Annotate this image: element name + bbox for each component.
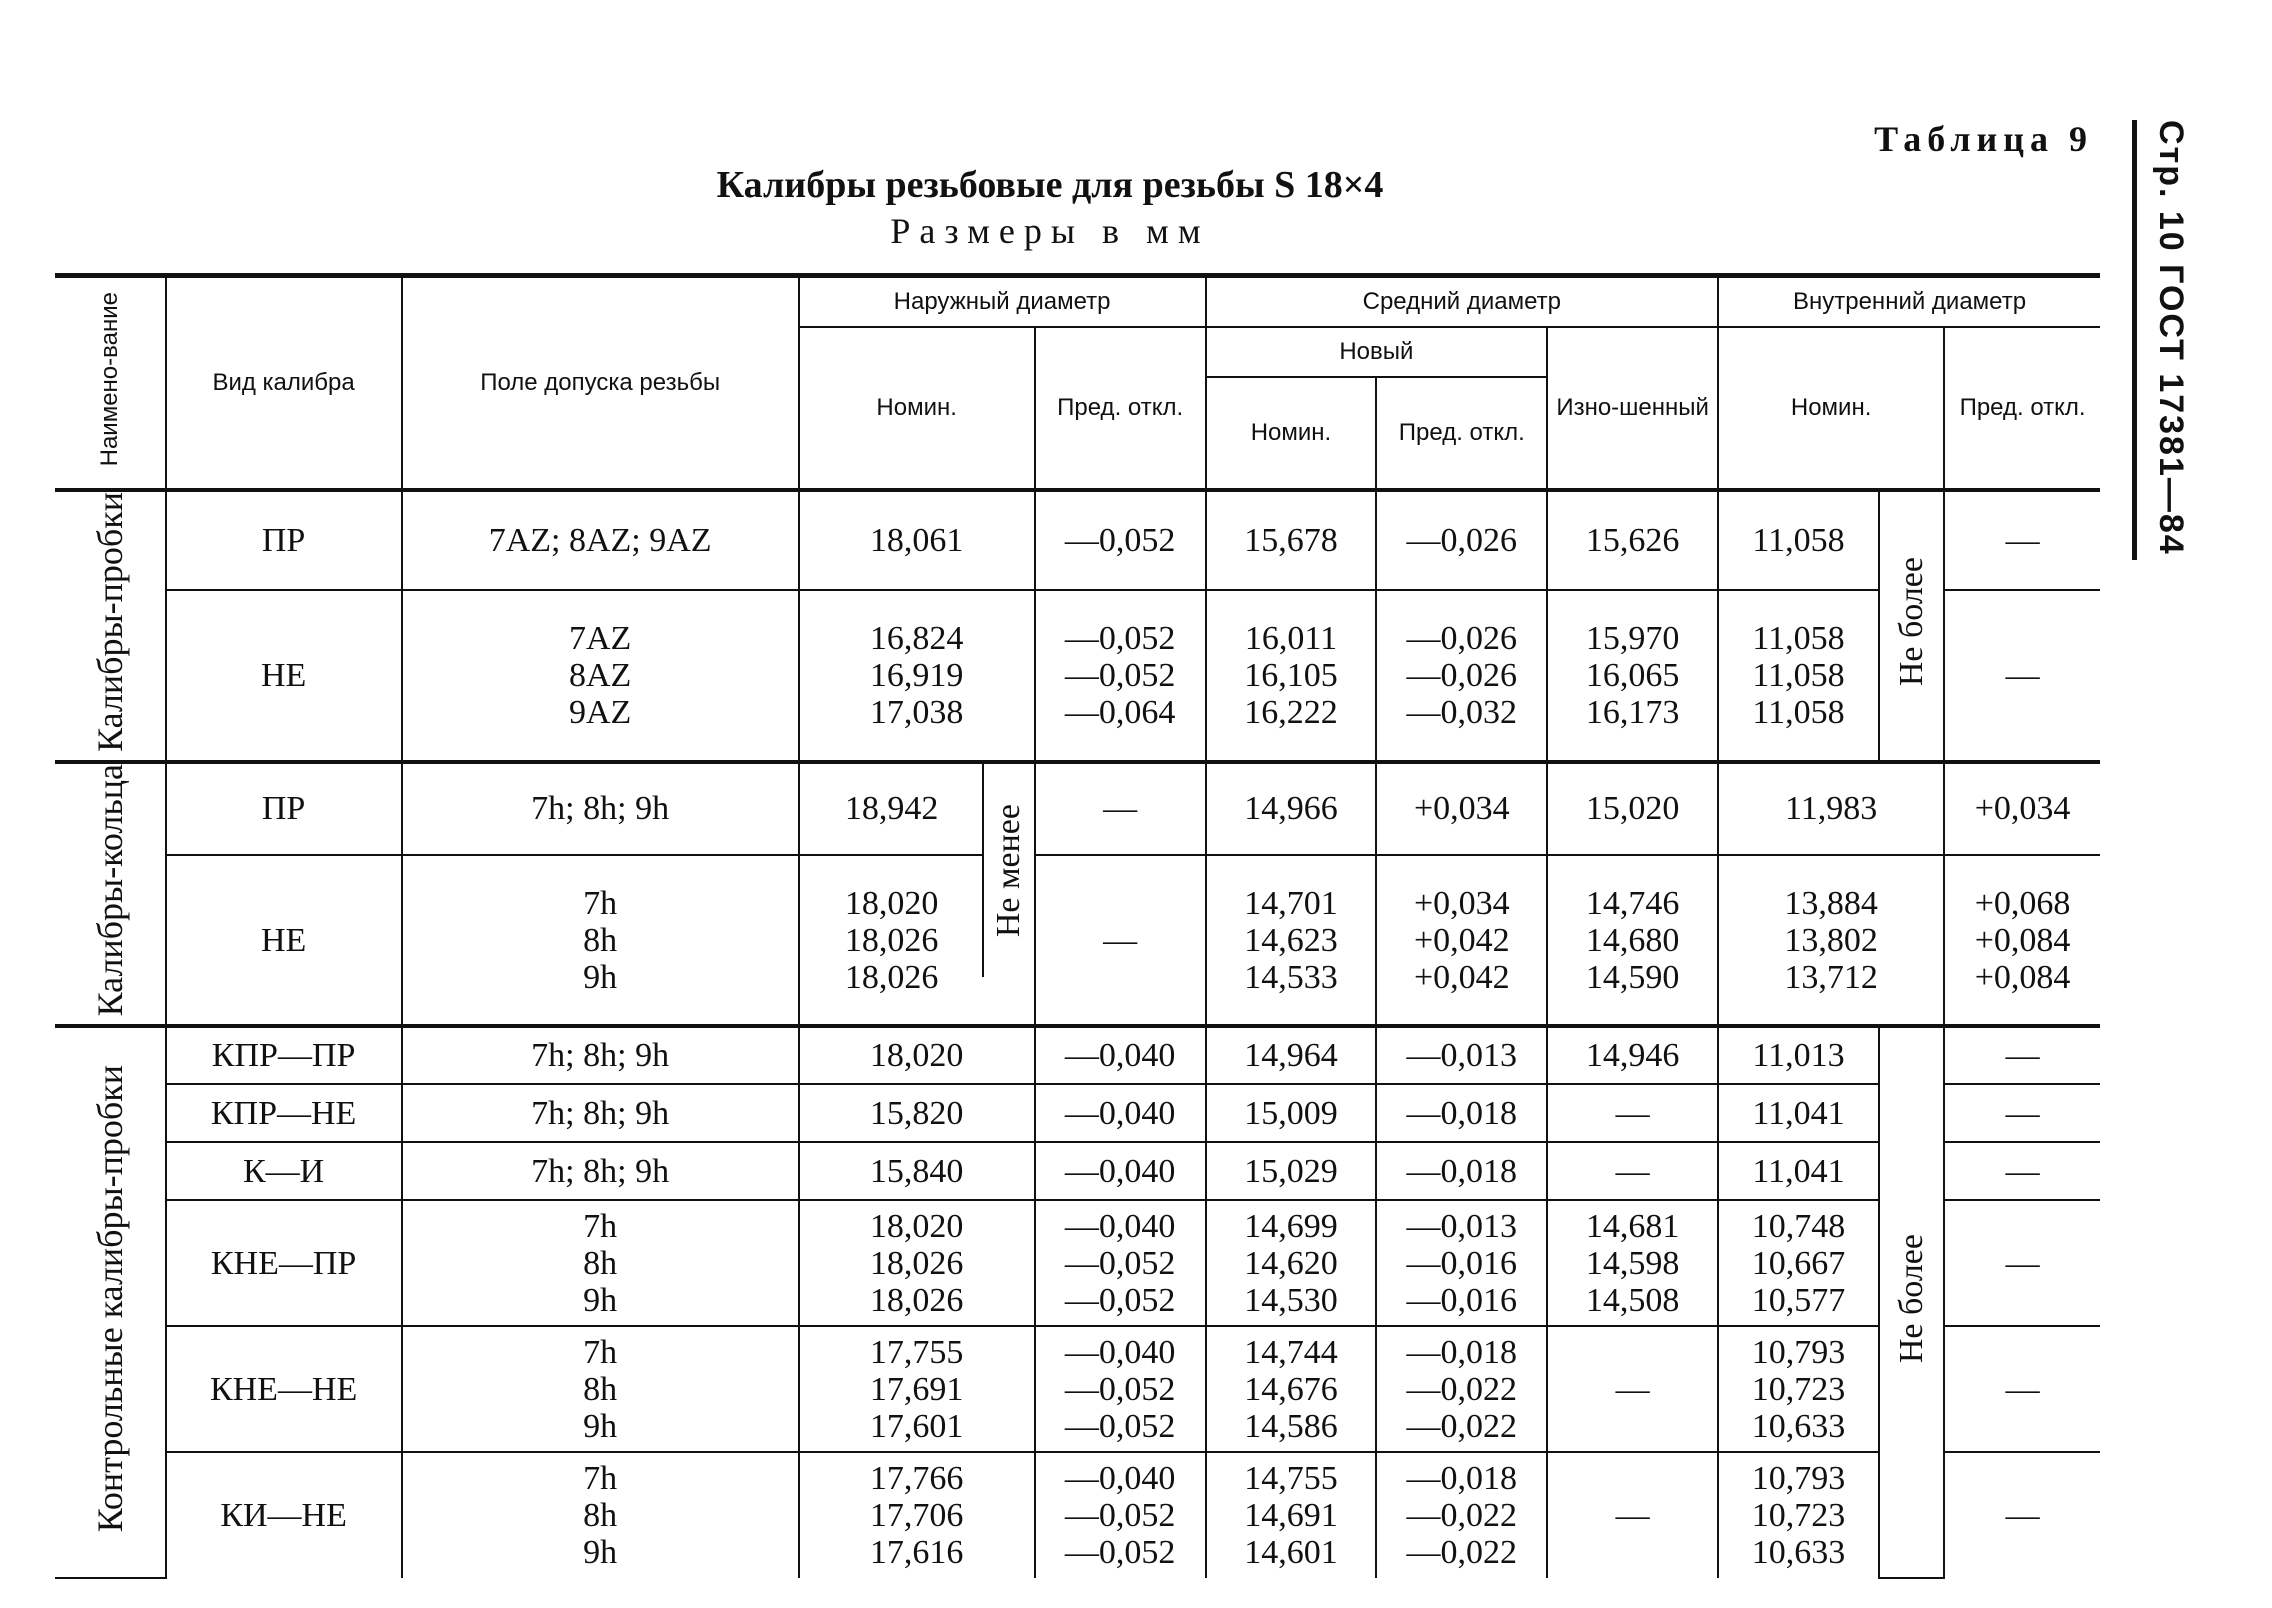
outer-nom-value: 17,755 17,691 17,601 [799, 1326, 1035, 1452]
gauge-kind: КНЕ—ПР [166, 1200, 402, 1326]
table-subtitle: Размеры в мм [890, 211, 1210, 251]
worn-value: 15,970 16,065 16,173 [1547, 590, 1718, 761]
outer-dev-value: —0,052 [1035, 490, 1206, 590]
worn-value: — [1547, 1452, 1718, 1578]
tolerance-field: 7h 8h 9h [402, 855, 799, 1026]
worn-value: 14,746 14,680 14,590 [1547, 855, 1718, 1026]
worn-value: 15,020 [1547, 762, 1718, 855]
header-inner-nom: Номин. [1718, 327, 1944, 490]
gauge-kind: ПР [166, 762, 402, 855]
gauge-kind: КИ—НЕ [166, 1452, 402, 1578]
group-name-cell [55, 1026, 166, 1578]
header-tolerance: Поле допуска резьбы [402, 276, 799, 491]
outer-dev-value: — [1035, 855, 1206, 1026]
inner-nom-value: 11,058 [1718, 490, 1879, 590]
mid-dev-value: +0,034 [1376, 762, 1547, 855]
inner-dev-value: +0,034 [1944, 762, 2100, 855]
mid-nom-value: 14,744 14,676 14,586 [1206, 1326, 1377, 1452]
table-row [55, 762, 2100, 855]
inner-nom-value: 10,793 10,723 10,633 [1718, 1326, 1879, 1452]
header-inner-dev: Пред. откл. [1944, 327, 2100, 490]
gauge-kind: НЕ [166, 590, 402, 761]
table-row [55, 1326, 2100, 1452]
gauge-kind: КНЕ—НЕ [166, 1326, 402, 1452]
outer-nom-value: 17,766 17,706 17,616 [799, 1452, 1035, 1578]
inner-no-more-note-control [1879, 1026, 1944, 1578]
header-mid-diameter: Средний диаметр [1206, 276, 1719, 328]
inner-dev-value: — [1944, 1142, 2100, 1200]
outer-nom-value: 18,061 [799, 490, 1035, 590]
outer-dev-value: —0,040 [1035, 1142, 1206, 1200]
worn-value: — [1547, 1142, 1718, 1200]
gauge-table [55, 273, 2100, 1579]
gauge-kind: К—И [166, 1142, 402, 1200]
group-name-cell [55, 490, 166, 762]
outer-nom-value: 18,020 18,026 18,026 [799, 1200, 1035, 1326]
gauge-kind: КПР—ПР [166, 1026, 402, 1084]
tolerance-field: 7h 8h 9h [402, 1200, 799, 1326]
header-inner-diameter: Внутренний диаметр [1718, 276, 2100, 328]
inner-dev-value: — [1944, 1026, 2100, 1084]
inner-nom-value: 10,793 10,723 10,633 [1718, 1452, 1879, 1578]
gauge-kind: НЕ [166, 855, 402, 1026]
outer-dev-value: —0,052 —0,052 —0,064 [1035, 590, 1206, 761]
table-body [55, 490, 2100, 1578]
worn-value: 14,681 14,598 14,508 [1547, 1200, 1718, 1326]
outer-dev-value: —0,040 —0,052 —0,052 [1035, 1200, 1206, 1326]
mid-dev-value: —0,013 [1376, 1026, 1547, 1084]
inner-no-more-note-plugs [1879, 490, 1944, 762]
group-name-cell [55, 762, 166, 1026]
outer-nom-value: 18,942 Не менее [799, 762, 1035, 855]
mid-dev-value: +0,034 +0,042 +0,042 [1376, 855, 1547, 1026]
worn-value: 15,626 [1547, 490, 1718, 590]
mid-dev-value: —0,018 [1376, 1084, 1547, 1142]
worn-value: — [1547, 1084, 1718, 1142]
tolerance-field: 7AZ 8AZ 9AZ [402, 590, 799, 761]
header-mid-dev: Пред. откл. [1376, 377, 1547, 490]
side-header-text: Стр. 10 ГОСТ 17381—84 [2152, 120, 2190, 556]
header-outer-dev: Пред. откл. [1035, 327, 1206, 490]
outer-dev-value: —0,040 —0,052 —0,052 [1035, 1452, 1206, 1578]
worn-value: 14,946 [1547, 1026, 1718, 1084]
outer-nom-value: 18,020 18,026 18,026 [799, 855, 1035, 1026]
mid-nom-value: 14,701 14,623 14,533 [1206, 855, 1377, 1026]
mid-nom-value: 15,678 [1206, 490, 1377, 590]
table-row [55, 1142, 2100, 1200]
note-text: Не менее [990, 803, 1028, 937]
mid-nom-value: 14,699 14,620 14,530 [1206, 1200, 1377, 1326]
inner-dev-value: — [1944, 1326, 2100, 1452]
mid-dev-value: —0,018 —0,022 —0,022 [1376, 1452, 1547, 1578]
outer-dev-value: —0,040 [1035, 1026, 1206, 1084]
mid-dev-value: —0,013 —0,016 —0,016 [1376, 1200, 1547, 1326]
inner-nom-value: 11,041 [1718, 1084, 1879, 1142]
table-row [55, 1200, 2100, 1326]
mid-dev-value: —0,018 —0,022 —0,022 [1376, 1326, 1547, 1452]
inner-nom-value: 11,041 [1718, 1142, 1879, 1200]
inner-nom-value: 11,983 [1718, 762, 1944, 855]
note-text: Не более [1893, 557, 1931, 687]
outer-nom-value: 15,840 [799, 1142, 1035, 1200]
gauge-kind: КПР—НЕ [166, 1084, 402, 1142]
mid-dev-value: —0,026 [1376, 490, 1547, 590]
header-name [55, 276, 166, 491]
inner-dev-value: — [1944, 590, 2100, 761]
mid-dev-value: —0,026 —0,026 —0,032 [1376, 590, 1547, 761]
table-number: Таблица 9 [1874, 119, 2093, 159]
table-row [55, 1084, 2100, 1142]
outer-nom-value: 15,820 [799, 1084, 1035, 1142]
inner-nom-value: 11,013 [1718, 1026, 1879, 1084]
inner-dev-value: — [1944, 1200, 2100, 1326]
note-text: Не более [1893, 1234, 1931, 1364]
group-name: Калибры-кольца [89, 763, 130, 1017]
table-row [55, 855, 2100, 1026]
mid-nom-value: 14,966 [1206, 762, 1377, 855]
table-row [55, 1026, 2100, 1084]
inner-nom-value: 10,748 10,667 10,577 [1718, 1200, 1879, 1326]
worn-value: — [1547, 1326, 1718, 1452]
header-mid-nom: Номин. [1206, 377, 1377, 490]
mid-nom-value: 16,011 16,105 16,222 [1206, 590, 1377, 761]
header-kind: Вид калибра [166, 276, 402, 491]
inner-dev-value: — [1944, 1452, 2100, 1578]
group-name: Контрольные калибры-пробки [89, 1065, 130, 1533]
outer-no-less-note-rings [982, 764, 1034, 977]
mid-dev-value: —0,018 [1376, 1142, 1547, 1200]
table-row [55, 1452, 2100, 1578]
mid-nom-value: 14,964 [1206, 1026, 1377, 1084]
inner-dev-value: — [1944, 1084, 2100, 1142]
tolerance-field: 7h 8h 9h [402, 1452, 799, 1578]
gauge-kind: ПР [166, 490, 402, 590]
header-worn: Изно-шенный [1547, 327, 1718, 490]
outer-dev-value: —0,040 —0,052 —0,052 [1035, 1326, 1206, 1452]
header-outer-diameter: Наружный диаметр [799, 276, 1206, 328]
tolerance-field: 7h 8h 9h [402, 1326, 799, 1452]
mid-nom-value: 15,029 [1206, 1142, 1377, 1200]
tolerance-field: 7h; 8h; 9h [402, 1142, 799, 1200]
tolerance-field: 7h; 8h; 9h [402, 1026, 799, 1084]
inner-nom-value: 13,884 13,802 13,712 [1718, 855, 1944, 1026]
side-header [2132, 120, 2217, 560]
inner-dev-value: — [1944, 490, 2100, 590]
outer-dev-value: —0,040 [1035, 1084, 1206, 1142]
mid-nom-value: 14,755 14,691 14,601 [1206, 1452, 1377, 1578]
table-title: Калибры резьбовые для резьбы S 18×4 [716, 164, 1384, 206]
outer-nom-value: 18,020 [799, 1026, 1035, 1084]
header-name-text: Наимено-вание [96, 292, 124, 467]
tolerance-field: 7h; 8h; 9h [402, 1084, 799, 1142]
table-row [55, 490, 2100, 590]
inner-nom-value: 11,058 11,058 11,058 [1718, 590, 1879, 761]
tolerance-field: 7h; 8h; 9h [402, 762, 799, 855]
table-row [55, 590, 2100, 761]
header-new: Новый [1206, 327, 1548, 377]
header-outer-nom: Номин. [799, 327, 1035, 490]
inner-dev-value: +0,068 +0,084 +0,084 [1944, 855, 2100, 1026]
group-name: Калибры-пробки [89, 492, 130, 752]
outer-dev-value: — [1035, 762, 1206, 855]
mid-nom-value: 15,009 [1206, 1084, 1377, 1142]
outer-nom-value: 16,824 16,919 17,038 [799, 590, 1035, 761]
tolerance-field: 7AZ; 8AZ; 9AZ [402, 490, 799, 590]
